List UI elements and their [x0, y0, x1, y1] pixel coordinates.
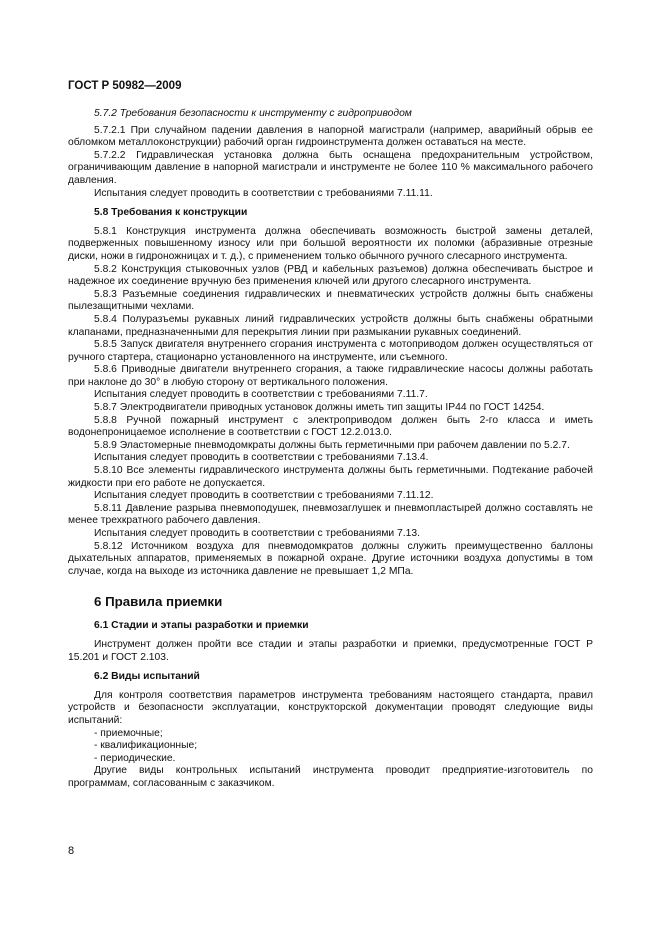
test-reference: Испытания следует проводить в соответствии с требованиями 7.13.4. — [94, 452, 429, 464]
subsection-title-5-8: 5.8 Требования к конструкции — [94, 207, 248, 219]
test-reference: Испытания следует проводить в соответствии с требованиями 7.13. — [94, 528, 420, 539]
document-header: ГОСТ Р 50982—2009 — [68, 80, 182, 92]
subsection-title-6-1: 6.1 Стадии и этапы разработки и приемки — [94, 620, 309, 632]
paragraph-5-8-10: 5.8.10 Все элементы гидравлического инструмента должны быть герметичными. Подтекание рабочей жидкости при его работе не допускается. — [68, 465, 593, 489]
paragraph-5-8-3: 5.8.3 Разъемные соединения гидравлических и пневматических устройств должны быть снабжены пылезащитными чехлами. — [68, 288, 593, 313]
list-item: - квалификационные; — [94, 740, 198, 752]
document-body — [68, 108, 593, 791]
test-reference: Испытания следует проводить в соответствии с требованиями 7.11.7. — [94, 389, 428, 401]
paragraph-5-8-5: 5.8.5 Запуск двигателя внутреннего сгорания инструмента с мотоприводом должен осуществляться от ручного стартера, стационарно установленного на инструменте, или съемного. — [68, 339, 593, 363]
paragraph-5-8-4: 5.8.4 Полуразъемы рукавных линий гидравлических устройств должны быть снабжены обратными клапанами, предназначенными для перекрытия линии при размыкании рукавных соединений. — [68, 313, 593, 338]
subsection-title-6-2: 6.2 Виды испытаний — [94, 671, 200, 683]
subsection-title-5-7-2: 5.7.2 Требования безопасности к инструменту с гидроприводом — [94, 108, 412, 119]
paragraph-6-1: Инструмент должен пройти все стадии и этапы разработки и приемки, предусмотренные ГОСТ Р 15.201 и ГОСТ 2.103. — [68, 638, 593, 663]
paragraph-5-8-12: 5.8.12 Источником воздуха для пневмодомкратов должны служить преимущественно баллоны дыхательных аппаратов, применяемых в пожарной охране. Другие источники воздуха допустимы в том случае, когда на выходе из источника давление не превышает 1,2 МПа. — [68, 540, 593, 577]
section-title-6: 6 Правила приемки — [94, 594, 223, 610]
paragraph-5-8-1: 5.8.1 Конструкция инструмента должна обеспечивать возможность быстрой замены деталей, подверженных повышенному износу или при большой вероятности их поломки (абразивные отрезные диски, ножи в гидроножницах и т. д.), с применением только обычного ручного слесарного инструмента. — [68, 225, 593, 262]
page-number: 8 — [68, 845, 75, 857]
paragraph-5-8-11: 5.8.11 Давление разрыва пневмоподушек, пневмозаглушек и пневмопластырей должно составлять не менее трехкратного рабочего давления. — [68, 502, 593, 527]
list-item: - приемочные; — [94, 727, 163, 739]
paragraph-5-8-6: 5.8.6 Приводные двигатели внутреннего сгорания, а также гидравлические насосы должны работать при наклоне до 30° в любую сторону от вертикального положения. — [68, 364, 593, 388]
paragraph-5-8-9: 5.8.9 Эластомерные пневмодомкраты должны быть герметичными при рабочем давлении по 5.2.7. — [94, 439, 570, 451]
list-item: - периодические. — [94, 752, 176, 764]
paragraph-6-2-other: Другие виды контрольных испытаний инструмента проводит предприятие-изготовитель по программам, согласованным с заказчиком. — [68, 765, 593, 789]
paragraph-6-2: Для контроля соответствия параметров инструмента требованиям настоящего стандарта, правил устройств и безопасности эксплуатации, конструкторской документации проводят следующие виды испытаний: — [68, 689, 593, 726]
paragraph-5-8-8: 5.8.8 Ручной пожарный инструмент с электроприводом должен быть 2-го класса и иметь водонепроницаемое исполнение в соответствии с ГОСТ 12.2.013.0. — [68, 414, 593, 439]
test-reference: Испытания следует проводить в соответствии с требованиями 7.11.12. — [94, 490, 434, 502]
paragraph-5-8-2: 5.8.2 Конструкция стыковочных узлов (РВД и кабельных разъемов) должна обеспечивать быстрое и надежное их соединение вручную без применения ключей или другого слесарного инструмента. — [68, 263, 593, 288]
paragraph-5-8-7: 5.8.7 Электродвигатели приводных установок должны иметь тип защиты IP44 по ГОСТ 14254. — [94, 402, 545, 414]
paragraph-5-7-2-1: 5.7.2.1 При случайном падении давления в напорной магистрали (например, аварийный обрыв ее обломком металлоконструкции) рабочий орган гидроинструмента должен оставаться на месте. — [68, 124, 593, 149]
test-reference: Испытания следует проводить в соответствии с требованиями 7.11.11. — [94, 187, 433, 199]
paragraph-5-7-2-2: 5.7.2.2 Гидравлическая установка должна быть оснащена предохранительным устройством, ограничивающим давление в напорной магистрали и инструменте не более 110 % максимального рабочего давления. — [68, 149, 593, 186]
